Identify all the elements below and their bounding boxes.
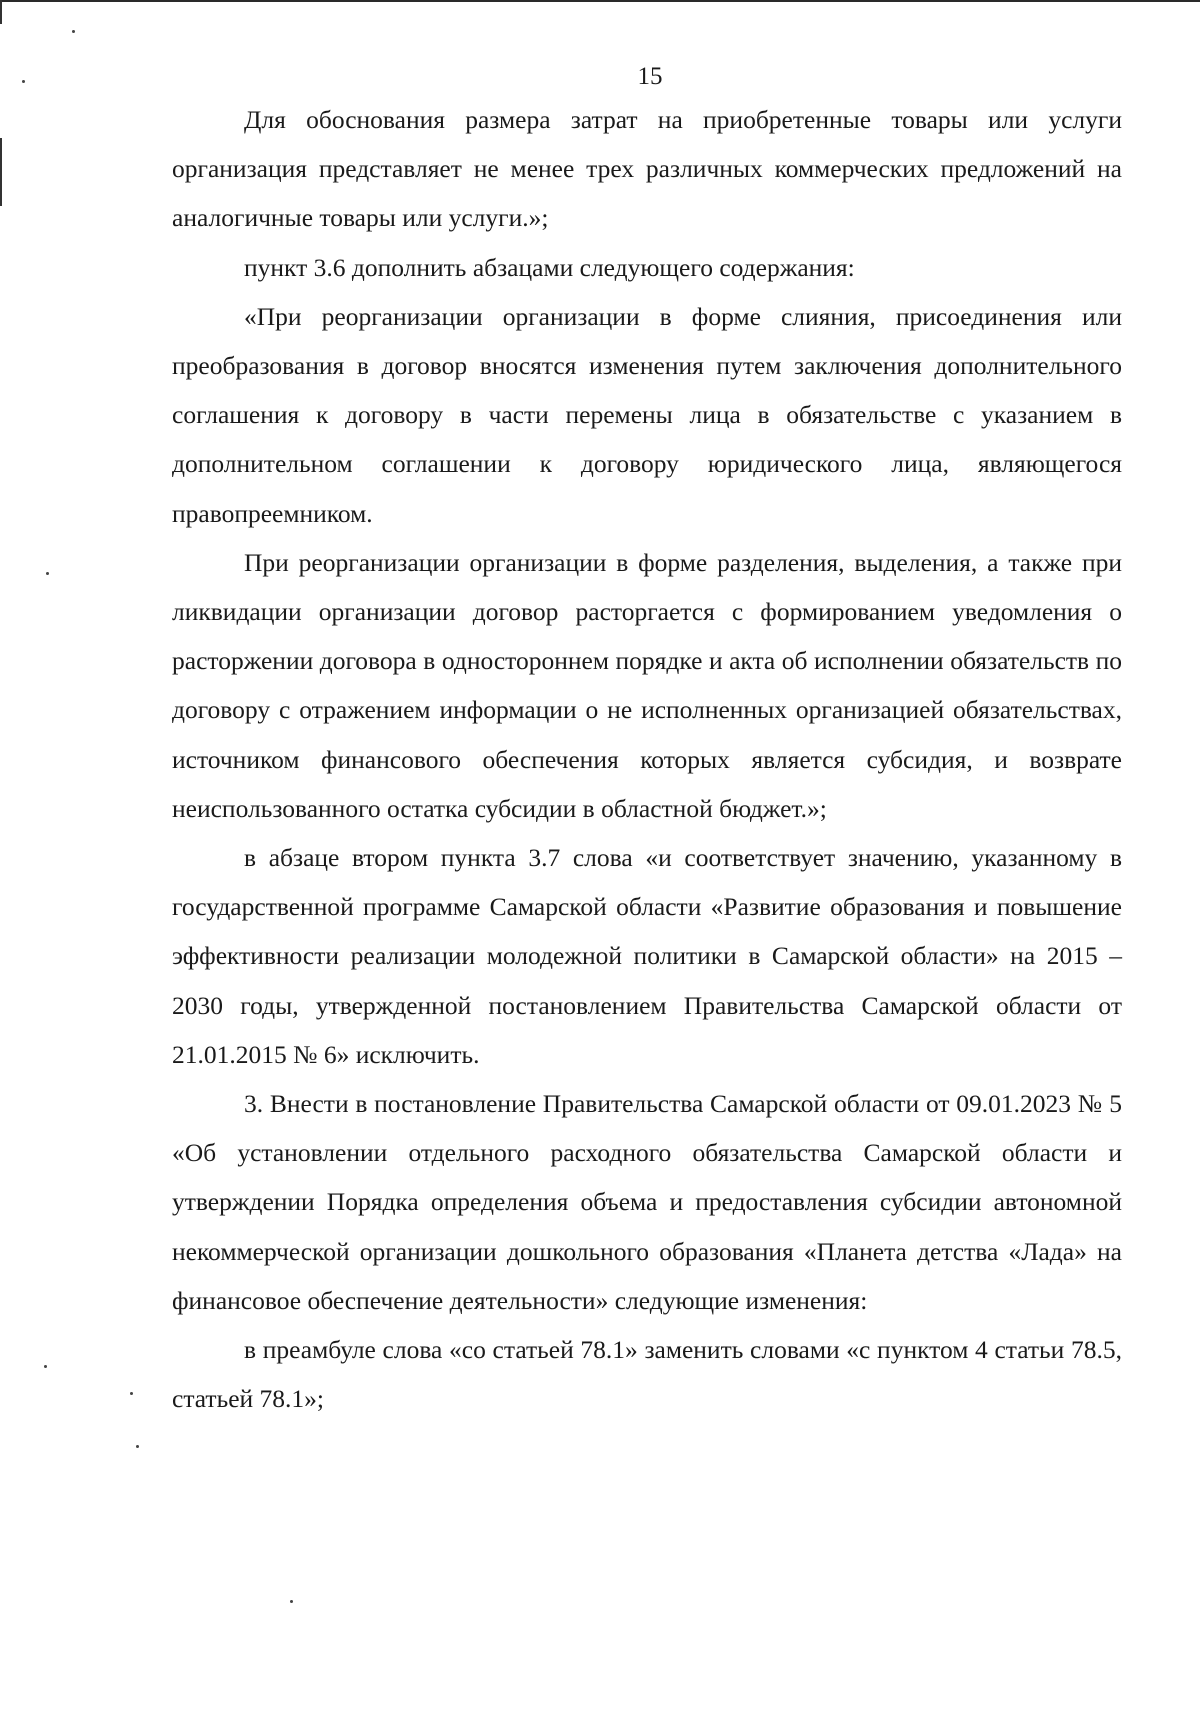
paragraph: «При реорганизации организации в форме слияния, присоединения или преобразования в договор вносятся изменения путем заключения дополнительного соглашения к договору в части перемены лица в обязательстве с указанием в дополнительном соглашении к договору юридического лица, являющегося правопреемником. [172, 301, 1122, 528]
paragraph: Для обоснования размера затрат на приобретенные товары или услуги организация представляет не менее трех различных коммерческих предложений на аналогичные товары или услуги.»; [172, 105, 1122, 233]
page-number: 15 [637, 63, 663, 90]
document-body [172, 95, 1122, 1423]
scan-speck [46, 572, 49, 575]
paragraph: При реорганизации организации в форме разделения, выделения, а также при ликвидации организации договор расторгается с формированием уведомления о расторжении договора в одностороннем порядке и акта об исполнении обязательств по договору с отражением информации о не исполненных организацией обязательствах, источником финансового обеспечения которых является субсидия, и возврате неиспользованного остатка субсидии в областной бюджет.»; [172, 547, 1122, 823]
paragraph: 3. Внести в постановление Правительства Самарской области от 09.01.2023 № 5 «Об установлении отдельного расходного обязательства Самарской области и утверждении Порядка определения объема и предоставления субсидии автономной некоммерческой организации дошкольного образования «Планета детства «Лада» на финансовое обеспечение деятельности» следующие изменения: [172, 1089, 1122, 1315]
scan-speck [136, 1445, 139, 1448]
scan-edge-left-mark [0, 0, 2, 24]
scan-edge-left-mark [0, 138, 2, 206]
paragraph: в абзаце втором пункта 3.7 слова «и соответствует значению, указанному в государственной программе Самарской области «Развитие образования и повышение эффективности реализации молодежной политики в Самарской области» на 2015 – 2030 годы, утвержденной постановлением Правительства Самарской области от 21.01.2015 № 6» исключить. [172, 843, 1122, 1069]
scan-edge-top [0, 0, 1200, 2]
paragraph: пункт 3.6 дополнить абзацами следующего содержания: [244, 252, 855, 282]
scan-speck [44, 1365, 47, 1368]
scan-speck [72, 30, 75, 33]
paragraph: в преамбуле слова «со статьей 78.1» заменить словами «с пунктом 4 статьи 78.5, статьей 78.1»; [172, 1335, 1122, 1414]
scan-speck [290, 1600, 293, 1603]
scan-speck [130, 1392, 133, 1395]
